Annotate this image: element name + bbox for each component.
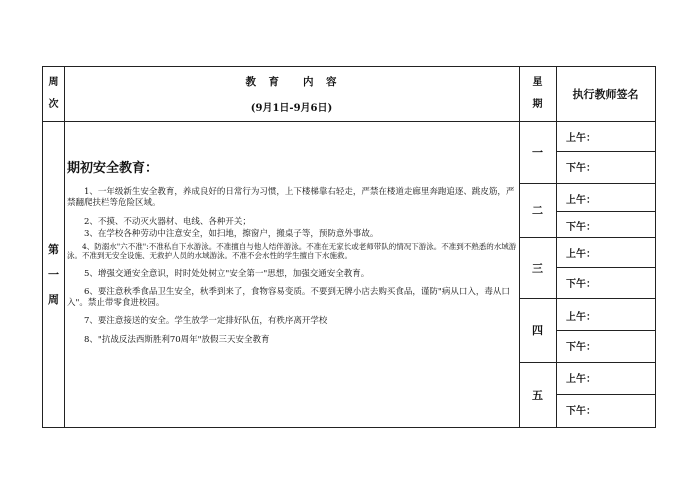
education-content: [67, 127, 517, 354]
content-header-title: 教 育 内 容: [245, 76, 338, 88]
week-label-char-1: 第: [48, 242, 59, 256]
weekday-header-char-1: 星: [532, 77, 543, 88]
content-item-6: 6、要注意秋季食品卫生安全，秋季到来了，食物容易变质。不要到无牌小店去购买食品，谨防"病从口入，毒从口入"。禁止带零食进校园。: [67, 287, 510, 308]
week-label-char-3: 周: [48, 292, 59, 306]
content-item-4: 4、防溺水"六不准":不准私自下水游泳。不准擅自与他人结伴游泳。不准在无家长或老师带队的情况下游泳。不准到不熟悉的水域游泳。不准到无安全设施、无救护人员的水域游泳。不准不会水性的学生擅自下水施救。: [67, 241, 517, 261]
week-header-char-2: 次: [48, 99, 59, 110]
content-item-7: 7、要注意接送的安全。学生放学一定排好队伍，有秩序离开学校: [84, 316, 328, 327]
content-item-3: 3、在学校各种劳动中注意安全，如扫地，擦窗户，搬桌子等，预防意外事故。: [84, 229, 379, 240]
content-item-8: 8、"抗战反法西斯胜利70周年"放假三天安全教育: [84, 335, 270, 345]
day-label-3: 三: [532, 261, 543, 275]
day-label-2: 二: [532, 204, 543, 217]
day-label-5: 五: [532, 388, 543, 402]
content-item-1: 1、一年级新生安全教育，养成良好的日常行为习惯，上下楼梯靠右轻走，严禁在楼道走廊里奔跑追逐、跳皮筋，严禁翻爬扶栏等危险区域。: [67, 187, 515, 208]
content-title: 期初安全教育：: [67, 161, 159, 176]
day-3-am-slot[interactable]: 上午：: [566, 249, 596, 260]
week-column-header: [43, 67, 64, 121]
day-label-1: 一: [532, 146, 543, 159]
day-3-pm-slot[interactable]: 下午：: [566, 279, 596, 290]
schedule-table: [42, 66, 656, 428]
day-5-pm-slot[interactable]: 下午：: [566, 406, 596, 417]
day-5-am-slot[interactable]: 上午：: [566, 374, 596, 385]
week-label: [43, 121, 64, 427]
week-header-char-1: 周: [48, 77, 59, 88]
weekday-column-header: [519, 67, 556, 121]
day-4-am-slot[interactable]: 上午：: [566, 312, 596, 323]
week-label-char-2: 一: [48, 267, 59, 281]
content-column-header: [64, 67, 519, 121]
signature-column: [556, 67, 655, 427]
content-item-5: 5、增强交通安全意识，时时处处树立"安全第一"思想，加强交通安全教育。: [84, 268, 370, 279]
day-2-am-slot[interactable]: 上午：: [566, 195, 596, 206]
signature-column-header: 执行教师签名: [572, 88, 639, 101]
day-2-pm-slot[interactable]: 下午：: [566, 222, 596, 233]
day-4-pm-slot[interactable]: 下午：: [566, 342, 596, 353]
content-item-2: 2、不摸、不动灭火器材、电线、各种开关；: [84, 216, 251, 227]
day-1-pm-slot[interactable]: 下午：: [566, 163, 596, 174]
day-1-am-slot[interactable]: 上午：: [566, 133, 596, 144]
weekday-header-char-2: 期: [532, 99, 543, 110]
day-label-4: 四: [532, 324, 543, 337]
date-range: (9月1日-9月6日): [250, 103, 333, 114]
